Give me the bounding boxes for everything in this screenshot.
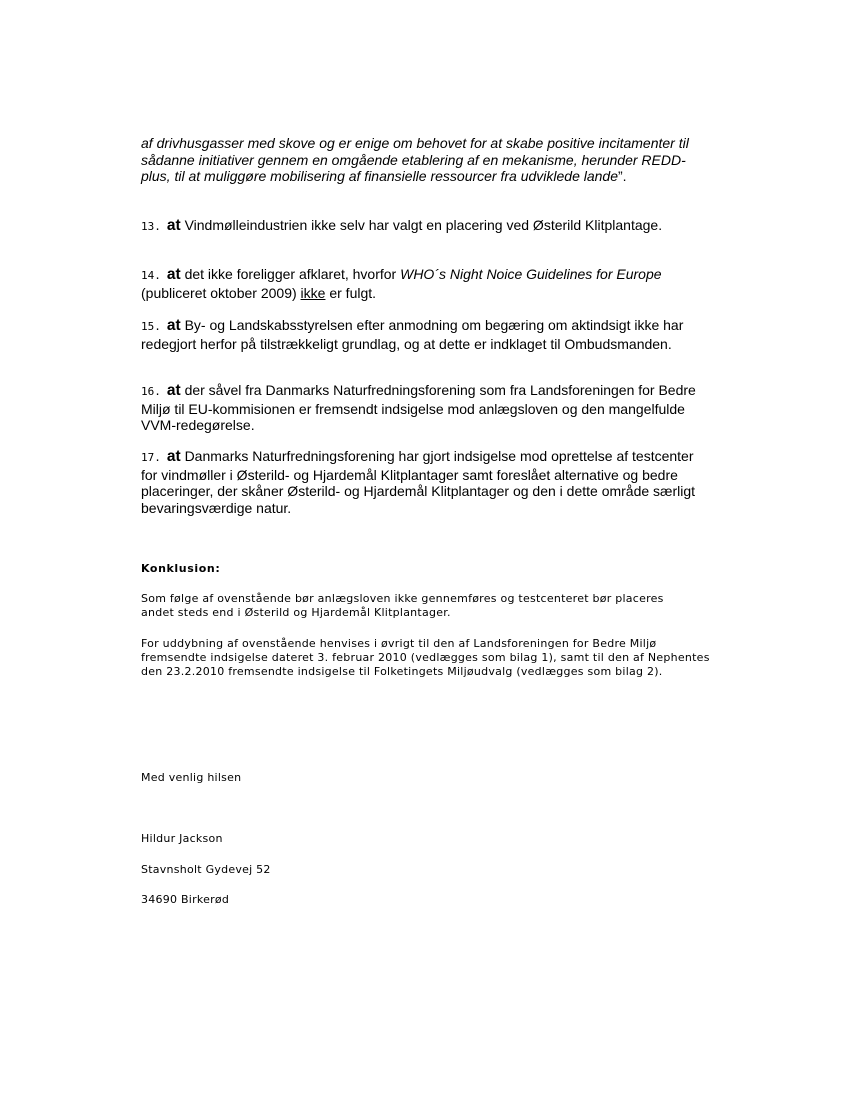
quote-close: ”. bbox=[618, 168, 627, 184]
quote-paragraph bbox=[141, 135, 701, 185]
item-keyword: at bbox=[166, 448, 181, 465]
item-number: 13. bbox=[141, 220, 161, 233]
item-text: Vindmølleindustrien ikke selv har valgt en placering ved Østerild Klitplantage. bbox=[184, 217, 663, 233]
item-14 bbox=[141, 266, 721, 301]
item-italic-title: WHO´s Night Noice Guidelines for Europe bbox=[400, 266, 662, 282]
item-number: 16. bbox=[141, 385, 161, 398]
item-keyword: at bbox=[166, 217, 181, 234]
item-underlined-word: ikke bbox=[300, 284, 326, 301]
conclusion-heading: Konklusion: bbox=[141, 562, 221, 575]
item-number: 17. bbox=[141, 451, 161, 464]
item-text: der såvel fra Danmarks Naturfredningsforening som fra Landsforeningen for Bedre Miljø til EU-kommisionen er fremsendt indsigelse mod anlægsloven og den mangelfulde VVM-redegørelse. bbox=[141, 382, 696, 433]
reference-paragraph: For uddybning af ovenstående henvises i øvrigt til den af Landsforeningen for Bedre Miljø fremsendte indsigelse dateret 3. februar 2010 (vedlægges som bilag 1), samt til den af Nephentes den 23.2.2010 fremsendte indsigelse til Folketingets Miljøudvalg (vedlægges som bilag 2). bbox=[141, 637, 710, 678]
closing-greeting: Med venlig hilsen bbox=[141, 771, 242, 784]
item-number: 14. bbox=[141, 269, 161, 282]
item-number: 15. bbox=[141, 320, 161, 333]
item-keyword: at bbox=[166, 382, 181, 399]
item-text: Danmarks Naturfredningsforening har gjort indsigelse mod oprettelse af testcenter for vindmøller i Østerild- og Hjardemål Klitplantager samt foreslået alternative og bedre placeringer, der skåner Østerild- og Hjardemål Klitplantager og den i dette område særligt bevaringsværdige natur. bbox=[141, 448, 696, 516]
address-city: 34690 Birkerød bbox=[141, 893, 230, 906]
item-15 bbox=[141, 317, 711, 352]
item-17 bbox=[141, 448, 711, 516]
signer-name: Hildur Jackson bbox=[141, 832, 223, 845]
item-keyword: at bbox=[166, 266, 181, 283]
item-13 bbox=[141, 217, 721, 236]
quote-text: af drivhusgasser med skove og er enige om behovet for at skabe positive incitamenter til sådanne initiativer gennem en omgående etablering af en mekanisme, herunder REDD-plus, til at muliggøre mobilisering af finansielle ressourcer fra udviklede lande bbox=[141, 135, 689, 184]
item-text: er fulgt. bbox=[329, 284, 377, 301]
item-keyword: at bbox=[166, 317, 181, 334]
item-text: (publiceret oktober 2009) bbox=[141, 284, 297, 301]
item-text: det ikke foreligger afklaret, hvorfor bbox=[184, 266, 397, 282]
conclusion-paragraph: Som følge af ovenstående bør anlægsloven ikke gennemføres og testcenteret bør placeres andet steds end i Østerild og Hjardemål Klitplantager. bbox=[141, 592, 664, 619]
address-street: Stavnsholt Gydevej 52 bbox=[141, 863, 271, 876]
item-16 bbox=[141, 382, 716, 434]
item-text: By- og Landskabsstyrelsen efter anmodning om begæring om aktindsigt ikke har redegjort herfor på tilstrækkeligt grundlag, og at dette er indklaget til Ombudsmanden. bbox=[141, 317, 684, 352]
